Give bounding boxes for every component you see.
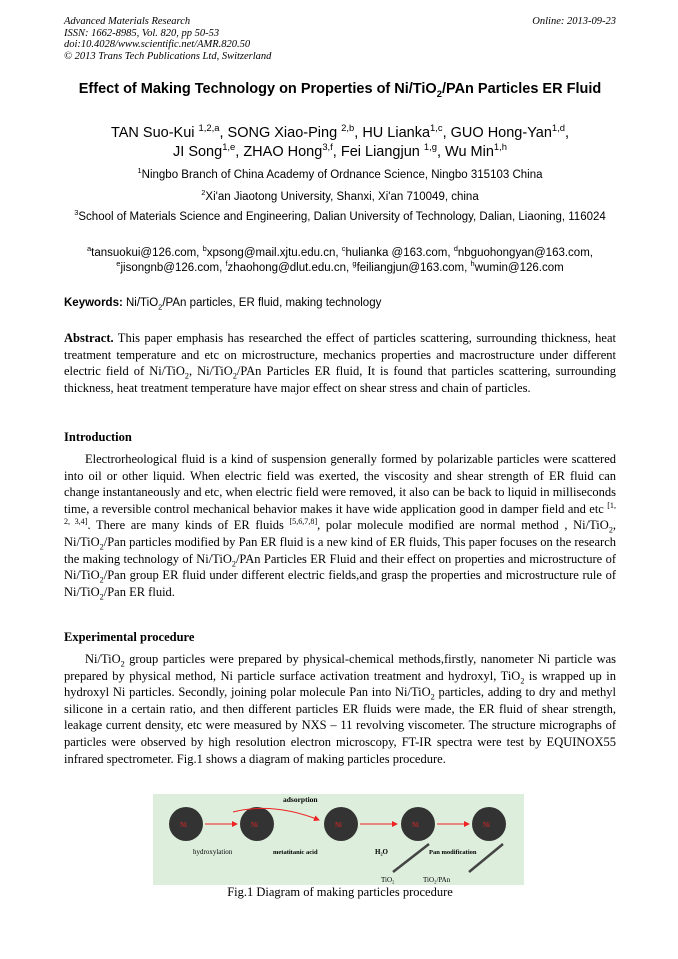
copyright: © 2013 Trans Tech Publications Ltd, Switzerland: [64, 50, 272, 62]
affiliation-3: $^3$School of Materials Science and Engineering, Dalian University of Technology, Dalian, Liaoning, 116024: [74, 208, 606, 223]
process-diagram: [153, 794, 524, 885]
email-link[interactable]: hulianka @163.com,: [345, 247, 454, 259]
ni-label: Ni: [180, 821, 187, 829]
pan-modification-label: Pan modification: [429, 849, 477, 856]
author: HU Lianka$^{1,c}$,: [362, 122, 451, 141]
author: Fei Liangjun $^{1,g}$,: [340, 141, 446, 160]
author: GUO Hong-Yan$^{1,d}$,: [450, 122, 570, 141]
keywords: Keywords: Ni/TiO$_2$/PAn particles, ER fluid, making technology: [64, 297, 382, 312]
email-link[interactable]: jisongnb@126.com,: [120, 262, 226, 274]
email-link[interactable]: feiliangjun@163.com,: [356, 262, 471, 274]
experimental-heading: Experimental procedure: [64, 630, 195, 644]
process-diagram-svg: [153, 794, 524, 885]
affiliation-1: $^1$Ningbo Branch of China Academy of Ordnance Science, Ningbo 315103 China: [137, 166, 543, 181]
abstract: Abstract. This paper emphasis has researched the effect of particles scattering, surrounding thickness, heat treatment temperature and etc on microstructure, mechanics properties and macrostructure under different electric field of Ni/TiO$_2$, Ni/TiO$_2$/PAn Particles ER fluid, It is found that particles scattering, surrounding thickness, heat treatment temperature have major effect on shear stress and chain of particles.: [64, 331, 616, 395]
tio2-needle: [393, 844, 429, 872]
tio2-label: TiO₂: [381, 876, 395, 884]
author: ZHAO Hong$^{3,f}$,: [243, 141, 341, 160]
journal-header: [64, 16, 616, 62]
author: Wu Min$^{1,h}$: [445, 141, 507, 160]
h2o-label: H₂O: [375, 848, 388, 856]
affiliation-2: $^2$Xi'an Jiaotong University, Shanxi, Xi'an 710049, china: [201, 188, 479, 203]
issn: ISSN: 1662-8985, Vol. 820, pp 50-53: [64, 27, 220, 39]
ni-label: Ni: [412, 821, 419, 829]
adsorption-label: adsorption: [283, 795, 318, 804]
hydroxylation-label: hydroxylation: [193, 848, 233, 856]
intro-paragraph: Electrorheological fluid is a kind of suspension generally formed by polarizable particles were scattered into oil or other liquid. When electric field was exerted, the viscosity and shear strength of ER fluid can change instantaneously and etc, when electric field were removed, it also can be back to liquid in milliseconds time, a reversible control mechanical behavior makes it have wide application good in damper field and etc [1, 2, 3,4]. There are many kinds of ER fluids [5,6,7,8], polar molecule modified are normal method , Ni/TiO$_2$, Ni/TiO$_2$/Pan particles modified by Pan ER fluid is a new kind of ER fluids, This paper focuses on the research the making technology of Ni/TiO$_2$/PAn Particles ER Fluid and their effect on properties and microstructure of Ni/TiO$_2$/Pan group ER fluid under different electric fields,and grasp the properties and microstructure rule of Ni/TiO$_2$/Pan ER fluid.: [64, 452, 617, 602]
ni-label: Ni: [335, 821, 342, 829]
doi: doi:10.4028/www.scientific.net/AMR.820.50: [64, 39, 251, 50]
figure-caption: Fig.1 Diagram of making particles procedure: [227, 885, 453, 899]
paper-title: Effect of Making Technology on Properties of Ni/TiO$_2$/PAn Particles ER Fluid: [78, 81, 602, 99]
email-list: $^a$tansuokui@126.com, $^b$xpsong@mail.xjtu.edu.cn, $^c$hulianka @163.com, $^d$nbguohongyan@163.com, $^e$jisongnb@126.com, $^f$zhaohong@dlut.edu.cn, $^g$feiliangjun@163.com, $^h$wumin@126.com: [87, 244, 593, 274]
online-date: Online: 2013-09-23: [532, 16, 616, 27]
experimental-paragraph: Ni/TiO$_2$ group particles were prepared by physical-chemical methods,firstly, nanometer Ni particle was prepared by physical method, Ni particle surface activation treatment and hydroxyl, TiO$_2$ is wrapped up in hydroxyl Ni particles. Secondly, joining polar molecule Pan into Ni/TiO$_2$ particles, adding to dry and methyl silicone in a certain ratio, and then different particles ER fluids were made, the ER fluid of shear strength, leakage current density, etc were measured by NXS – 11 revolving viscometer. The structure micrographs of particles were observed by high resolution electron microscopy, FT-IR spectra were test by EQUINOX55 infrared spectrometer. Fig.1 shows a diagram of making particles procedure.: [64, 652, 617, 766]
email-link[interactable]: xpsong@mail.xjtu.edu.cn,: [206, 247, 342, 259]
ni-label: Ni: [483, 821, 490, 829]
author-list: [64, 124, 616, 162]
email-link[interactable]: wumin@126.com: [474, 262, 564, 274]
author: TAN Suo-Kui $^{1,2,a}$,: [110, 122, 228, 141]
journal-name: Advanced Materials Research: [64, 16, 191, 27]
metatitanic-label: metatitanic acid: [273, 849, 318, 856]
email-link[interactable]: zhaohong@dlut.edu.cn,: [227, 262, 353, 274]
intro-heading: Introduction: [64, 430, 132, 444]
email-link[interactable]: nbguohongyan@163.com,: [457, 247, 593, 259]
ni-label: Ni: [251, 821, 258, 829]
author: JI Song$^{1,e}$,: [173, 141, 244, 160]
tio2pan-label: TiO₂/PAn: [423, 876, 451, 884]
author: SONG Xiao-Ping $^{2,b}$,: [227, 122, 363, 141]
email-link[interactable]: tansuokui@126.com,: [91, 247, 203, 259]
